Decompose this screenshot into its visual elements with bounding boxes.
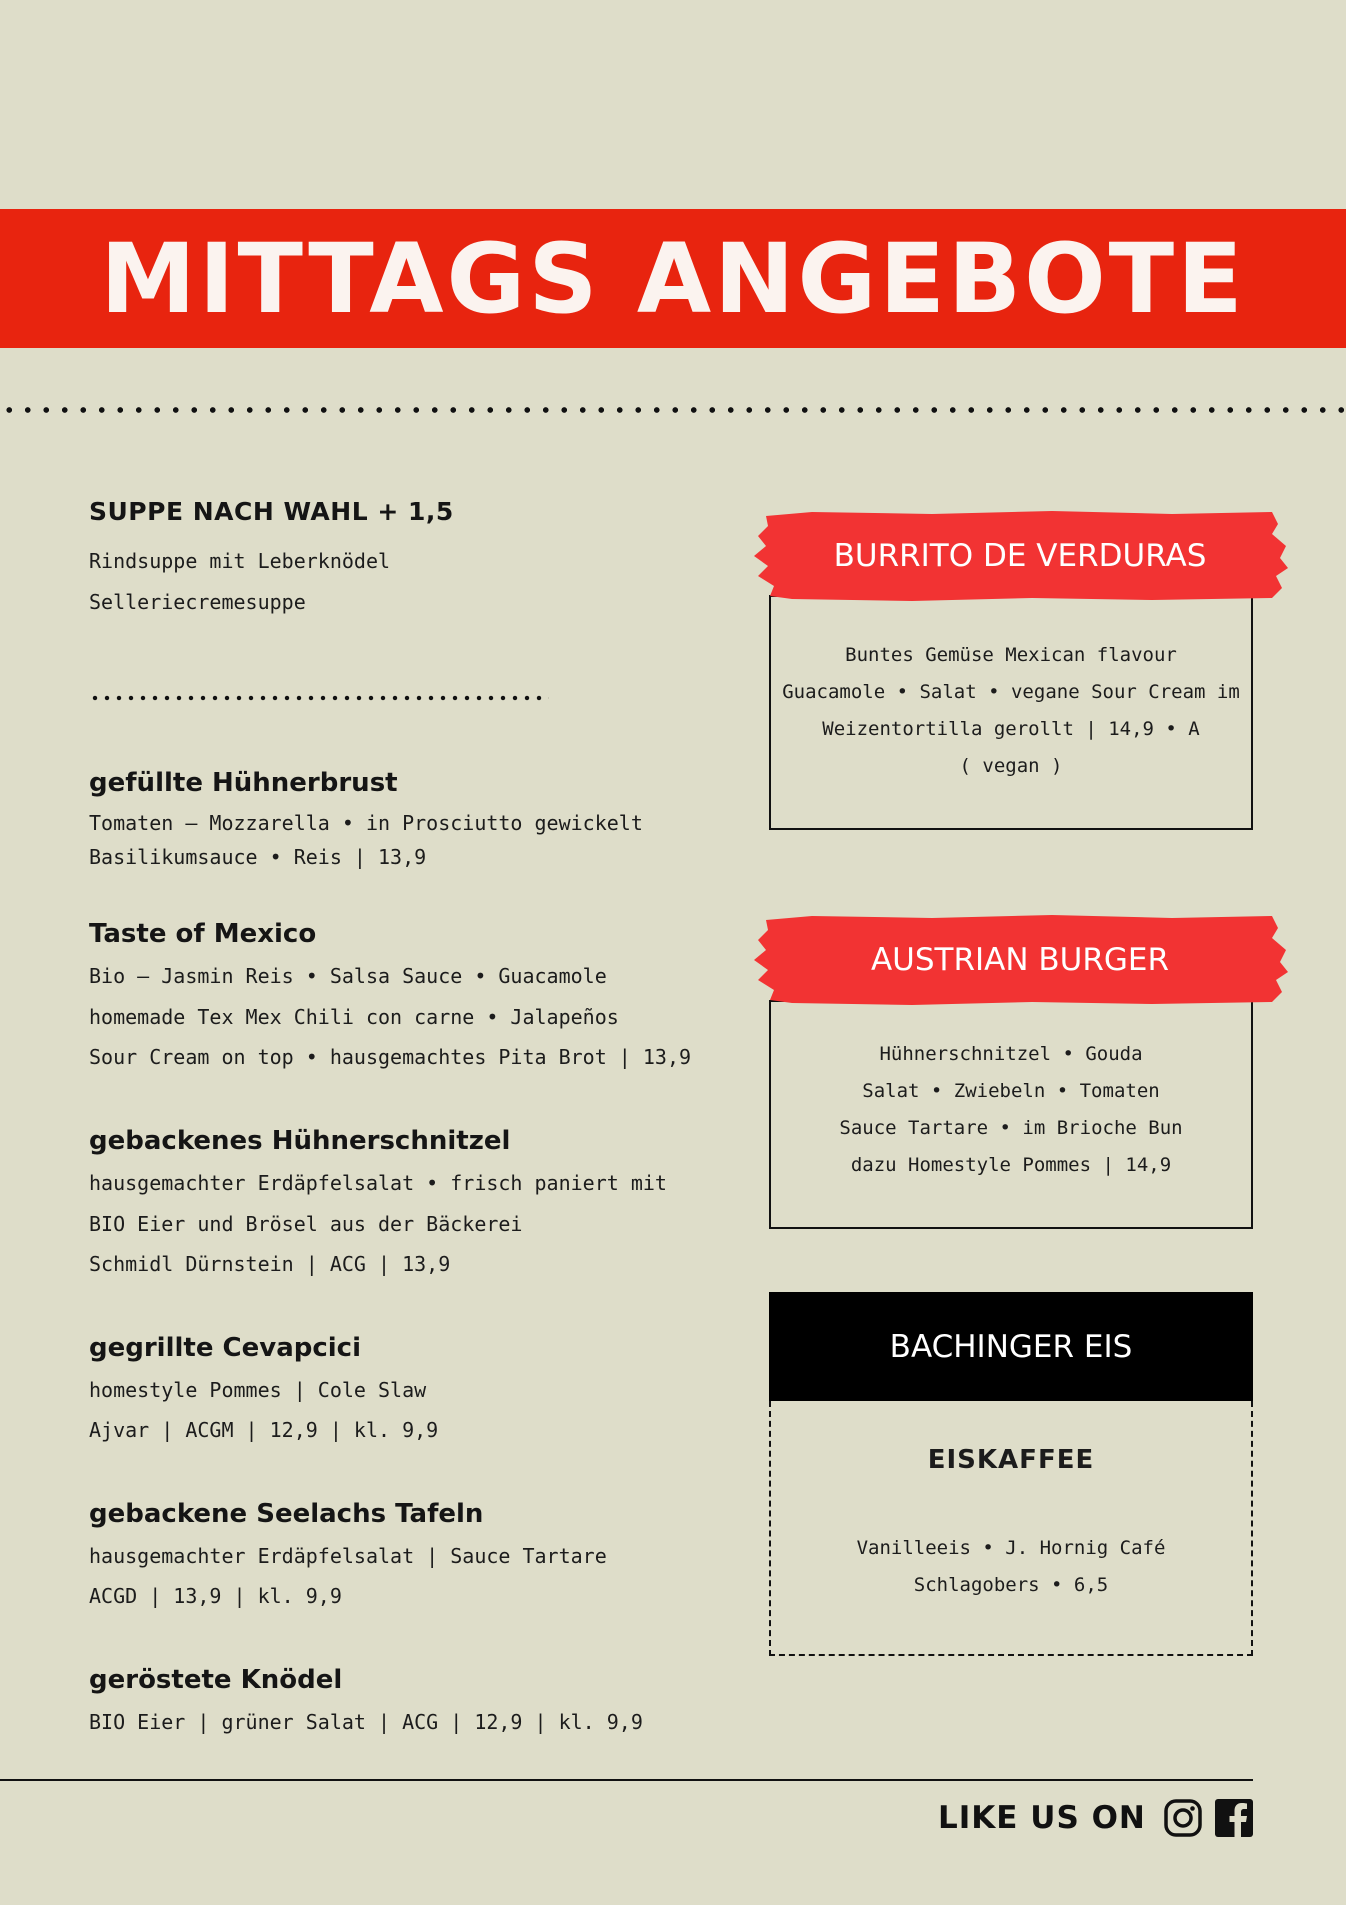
special-card-burger <box>769 1000 1253 1229</box>
ice-card <box>769 1401 1253 1656</box>
dish-name: gebackenes Hühnerschnitzel <box>89 1126 511 1156</box>
dish-desc: Tomaten – Mozzarella • in Prosciutto gewickelt <box>89 811 643 835</box>
like-us-label: LIKE US ON <box>938 1800 1146 1836</box>
dish-name: gefüllte Hühnerbrust <box>89 768 398 798</box>
special-desc: Sauce Tartare • im Brioche Bun <box>839 1117 1183 1139</box>
dish-desc: BIO Eier | grüner Salat | ACG | 12,9 | kl. 9,9 <box>89 1710 643 1734</box>
title-banner <box>0 209 1346 348</box>
dish-desc: BIO Eier und Brösel aus der Bäckerei <box>89 1212 523 1236</box>
special-header-burrito <box>752 510 1288 602</box>
dish-desc: homestyle Pommes | Cole Slaw <box>89 1378 427 1402</box>
special-card-burrito <box>769 595 1253 830</box>
ice-header: BACHINGER EIS <box>769 1292 1253 1401</box>
special-desc: Weizentortilla gerollt | 14,9 • A <box>822 718 1200 740</box>
dotted-divider <box>0 405 1346 415</box>
special-desc: ( vegan ) <box>959 755 1063 777</box>
ice-desc: Vanilleeis • J. Hornig Café <box>856 1537 1166 1559</box>
dish-desc: ACGD | 13,9 | kl. 9,9 <box>89 1584 342 1608</box>
dish-name: gegrillte Cevapcici <box>89 1333 361 1363</box>
special-desc: Salat • Zwiebeln • Tomaten <box>862 1080 1160 1102</box>
special-title: AUSTRIAN BURGER <box>870 942 1170 978</box>
special-desc: Guacamole • Salat • vegane Sour Cream im <box>782 681 1240 703</box>
dish-desc: hausgemachter Erdäpfelsalat • frisch paniert mit <box>89 1171 667 1195</box>
footer-rule <box>0 1779 1253 1781</box>
instagram-icon[interactable] <box>1163 1798 1203 1838</box>
soup-item: Rindsuppe mit Leberknödel <box>89 549 391 573</box>
dish-desc: Bio – Jasmin Reis • Salsa Sauce • Guacamole <box>89 964 607 988</box>
dish-name: geröstete Knödel <box>89 1665 343 1695</box>
dish-desc: homemade Tex Mex Chili con carne • Jalapeños <box>89 1005 619 1029</box>
dish-desc: Basilikumsauce • Reis | 13,9 <box>89 845 427 869</box>
dish-desc: Sour Cream on top • hausgemachtes Pita Brot | 13,9 <box>89 1045 692 1069</box>
special-desc: dazu Homestyle Pommes | 14,9 <box>850 1154 1172 1176</box>
special-header-burger <box>752 914 1288 1006</box>
dish-name: gebackene Seelachs Tafeln <box>89 1499 484 1529</box>
facebook-icon[interactable] <box>1214 1798 1254 1838</box>
ice-desc: Schlagobers • 6,5 <box>913 1574 1109 1596</box>
dish-desc: hausgemachter Erdäpfelsalat | Sauce Tartare <box>89 1544 607 1568</box>
special-desc: Buntes Gemüse Mexican flavour <box>845 644 1177 666</box>
dish-desc: Schmidl Dürnstein | ACG | 13,9 <box>89 1252 451 1276</box>
soup-heading: SUPPE NACH WAHL + 1,5 <box>89 497 454 526</box>
dish-desc: Ajvar | ACGM | 12,9 | kl. 9,9 <box>89 1418 439 1442</box>
special-title: BURRITO DE VERDURAS <box>833 538 1207 574</box>
page-title: MITTAGS ANGEBOTE <box>100 222 1246 335</box>
soup-item: Selleriecremesuppe <box>89 590 306 614</box>
dotted-divider-small <box>89 693 549 703</box>
special-desc: Hühnerschnitzel • Gouda <box>879 1043 1143 1065</box>
ice-item-name: EISKAFFEE <box>927 1445 1095 1475</box>
dish-name: Taste of Mexico <box>89 919 317 949</box>
